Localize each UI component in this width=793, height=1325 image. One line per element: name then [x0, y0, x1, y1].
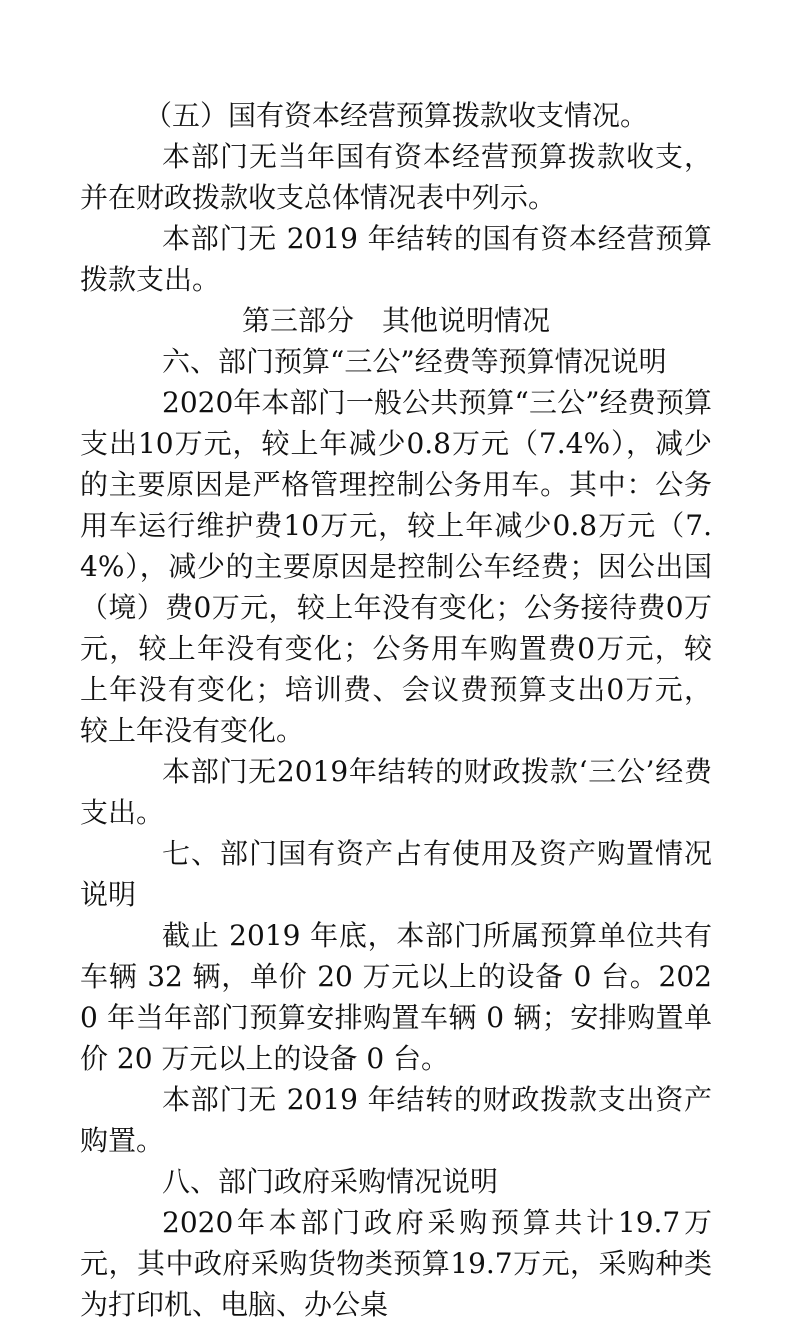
- heading-section-6-three-public-expenses: 六、部门预算“三公”经费等预算情况说明: [162, 345, 667, 378]
- heading-part-3-other-notes: 第三部分 其他说明情况: [241, 304, 550, 337]
- heading-section-7-state-assets: 七、部门国有资产占有使用及资产购置情况说明: [80, 837, 712, 911]
- paragraph-procurement-budget-details: 2020年本部门政府采购预算共计19.7万元，其中政府采购货物类预算19.7万元，采购种类为打印机、电脑、办公桌: [80, 1206, 712, 1321]
- heading-section-8-government-procurement: 八、部门政府采购情况说明: [162, 1165, 499, 1198]
- paragraph-no-2019-soe-carryover: 本部门无 2019 年结转的国有资本经营预算拨款支出。: [80, 222, 712, 296]
- heading-section-5-soe-budget: （五）国有资本经营预算拨款收支情况。: [144, 99, 649, 132]
- paragraph-no-current-soe-budget: 本部门无当年国有资本经营预算拨款收支，并在财政拨款收支总体情况表中列示。: [80, 140, 712, 214]
- paragraph-no-2019-asset-purchase-carryover: 本部门无 2019 年结转的财政拨款支出资产购置。: [80, 1083, 712, 1157]
- document-body: [80, 95, 712, 1325]
- paragraph-no-2019-three-public-carryover: 本部门无2019年结转的财政拨款‘三公’经费支出。: [80, 755, 712, 829]
- paragraph-asset-holdings-details: 截止 2019 年底，本部门所属预算单位共有车辆 32 辆，单价 20 万元以上的设备 0 台。2020 年当年部门预算安排购置车辆 0 辆；安排购置单价 20 万元以上的设备 0 台。: [80, 919, 712, 1075]
- paragraph-three-public-expense-details: 2020年本部门一般公共预算“三公”经费预算支出10万元，较上年减少0.8万元（7.4%），减少的主要原因是严格管理控制公务用车。其中：公务用车运行维护费10万元，较上年减少0.8万元（7.4%），减少的主要原因是控制公车经费；因公出国（境）费0万元，较上年没有变化；公务接待费0万元，较上年没有变化；公务用车购置费0万元，较上年没有变化；培训费、会议费预算支出0万元，较上年没有变化。: [80, 386, 712, 747]
